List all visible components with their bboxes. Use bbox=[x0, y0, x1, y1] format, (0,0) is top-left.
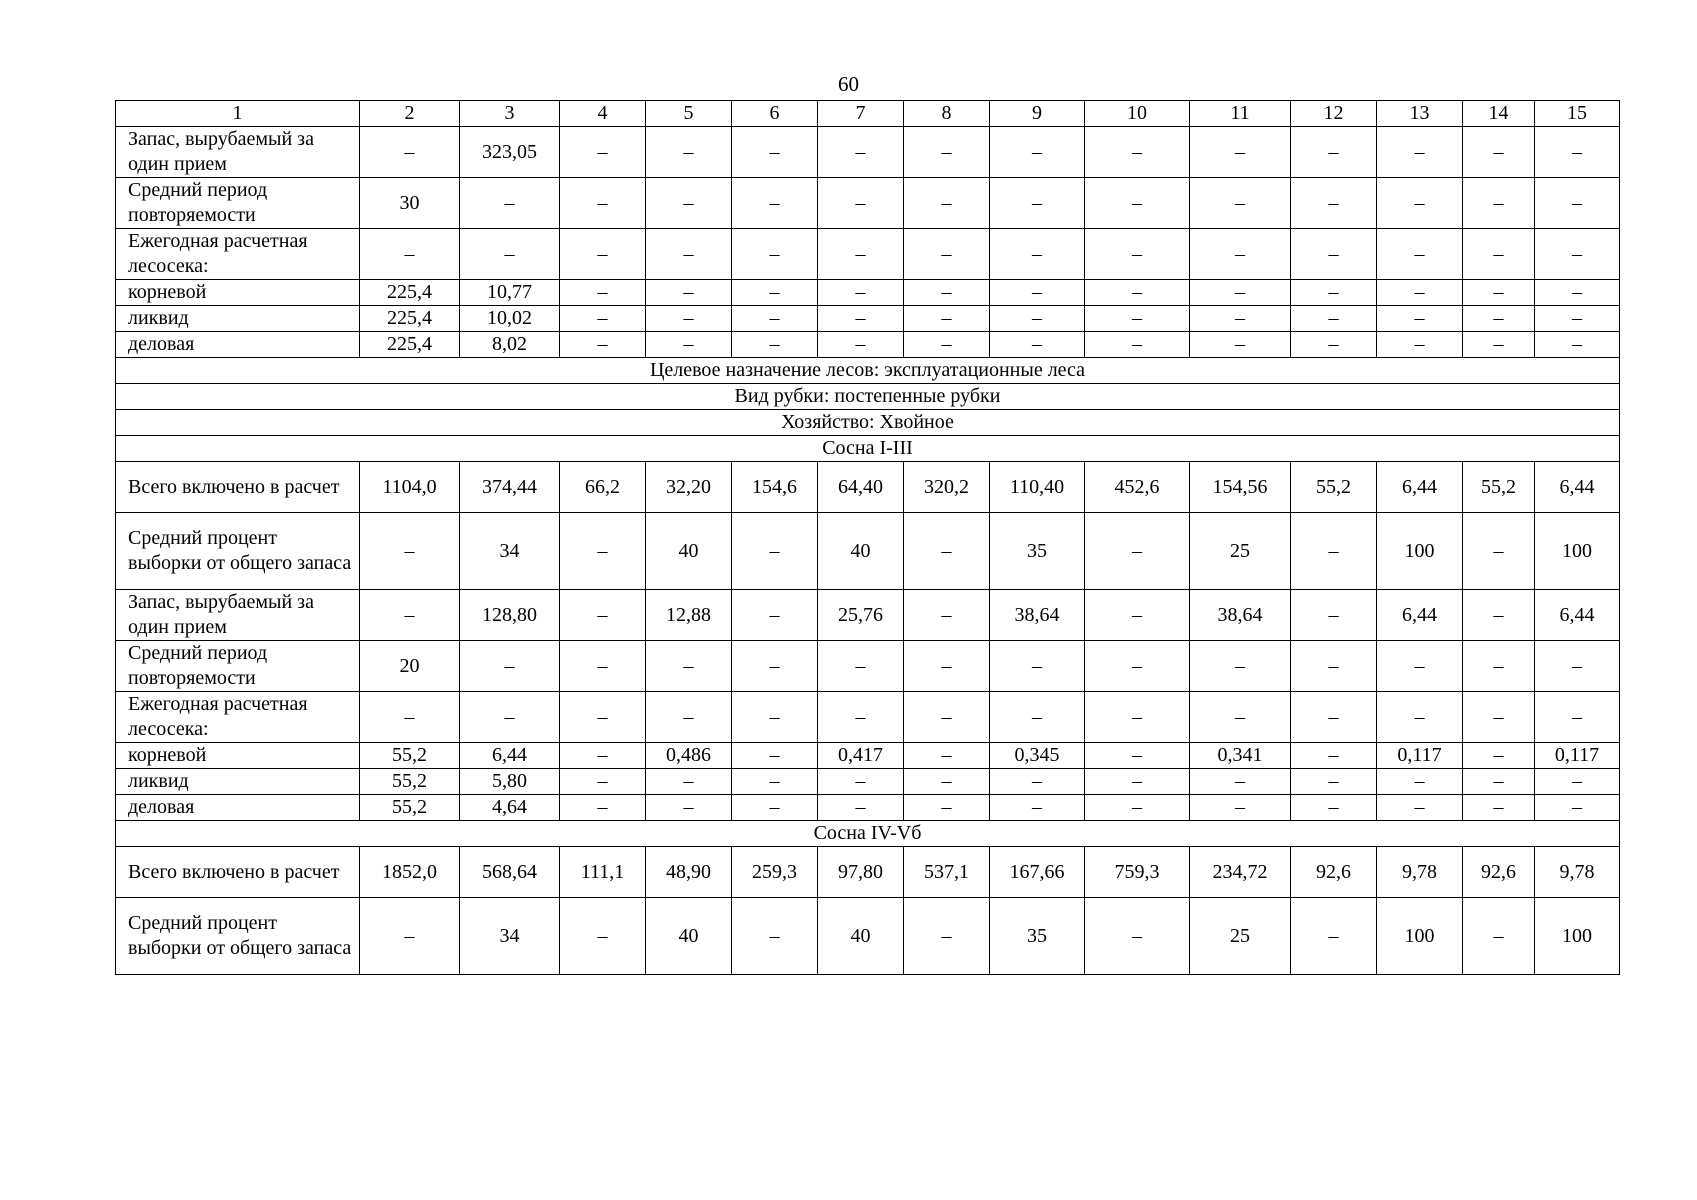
table-cell: – bbox=[1377, 127, 1463, 178]
table-cell: – bbox=[1291, 898, 1377, 975]
table-cell: – bbox=[904, 306, 990, 332]
section-row bbox=[116, 358, 1620, 384]
table-cell: – bbox=[732, 898, 818, 975]
column-number: 6 bbox=[732, 101, 818, 127]
table-cell: – bbox=[646, 795, 732, 821]
table-cell: – bbox=[1377, 178, 1463, 229]
table-cell: – bbox=[732, 332, 818, 358]
table-cell: 8,02 bbox=[460, 332, 560, 358]
column-number: 1 bbox=[116, 101, 360, 127]
table-cell: – bbox=[818, 178, 904, 229]
table-cell: – bbox=[1377, 769, 1463, 795]
table-row bbox=[116, 847, 1620, 898]
table-cell: – bbox=[990, 795, 1085, 821]
table-cell: – bbox=[818, 692, 904, 743]
table-cell: – bbox=[646, 306, 732, 332]
table-cell: 225,4 bbox=[360, 280, 460, 306]
table-cell: – bbox=[990, 769, 1085, 795]
table-cell: – bbox=[1377, 641, 1463, 692]
table-cell: 97,80 bbox=[818, 847, 904, 898]
table-cell: – bbox=[1463, 743, 1535, 769]
table-cell: 167,66 bbox=[990, 847, 1085, 898]
table-cell: – bbox=[560, 743, 646, 769]
row-label: Средний период повторяемости bbox=[116, 178, 360, 229]
column-number: 12 bbox=[1291, 101, 1377, 127]
column-number: 9 bbox=[990, 101, 1085, 127]
table-cell: – bbox=[732, 513, 818, 590]
table-cell: – bbox=[1377, 795, 1463, 821]
table-cell: 537,1 bbox=[904, 847, 990, 898]
table-cell: 32,20 bbox=[646, 462, 732, 513]
table-cell: – bbox=[990, 641, 1085, 692]
table-cell: 25,76 bbox=[818, 590, 904, 641]
table-cell: – bbox=[732, 306, 818, 332]
table-cell: – bbox=[818, 769, 904, 795]
table-cell: – bbox=[732, 590, 818, 641]
table-cell: – bbox=[1535, 769, 1620, 795]
table-cell: – bbox=[1463, 641, 1535, 692]
table-cell: 55,2 bbox=[360, 769, 460, 795]
row-label: Ежегодная расчетная лесосека: bbox=[116, 229, 360, 280]
table-cell: – bbox=[990, 692, 1085, 743]
table-cell: – bbox=[560, 178, 646, 229]
table-cell: 55,2 bbox=[1291, 462, 1377, 513]
table-cell: 1852,0 bbox=[360, 847, 460, 898]
section-row bbox=[116, 821, 1620, 847]
table-cell: – bbox=[1085, 795, 1190, 821]
table-cell: – bbox=[1085, 229, 1190, 280]
section-title: Хозяйство: Хвойное bbox=[116, 410, 1620, 436]
table-cell: – bbox=[560, 795, 646, 821]
table-cell: 0,341 bbox=[1190, 743, 1291, 769]
table-cell: 92,6 bbox=[1463, 847, 1535, 898]
table-cell: 0,417 bbox=[818, 743, 904, 769]
table-row bbox=[116, 229, 1620, 280]
table-cell: – bbox=[1535, 229, 1620, 280]
table-cell: – bbox=[1085, 306, 1190, 332]
row-label: Средний процент выборки от общего запаса bbox=[116, 898, 360, 975]
table-cell: 30 bbox=[360, 178, 460, 229]
table-cell: 0,117 bbox=[1535, 743, 1620, 769]
table-cell: – bbox=[904, 769, 990, 795]
table-cell: – bbox=[1463, 769, 1535, 795]
table-row bbox=[116, 692, 1620, 743]
row-label: корневой bbox=[116, 280, 360, 306]
table-cell: 0,117 bbox=[1377, 743, 1463, 769]
section-row bbox=[116, 384, 1620, 410]
table-cell: – bbox=[1190, 641, 1291, 692]
table-cell: 10,02 bbox=[460, 306, 560, 332]
table-cell: – bbox=[904, 590, 990, 641]
table-cell: – bbox=[360, 898, 460, 975]
table-cell: – bbox=[818, 127, 904, 178]
section-row bbox=[116, 410, 1620, 436]
table-cell: – bbox=[360, 127, 460, 178]
table-cell: 55,2 bbox=[1463, 462, 1535, 513]
column-number: 13 bbox=[1377, 101, 1463, 127]
table-cell: – bbox=[904, 280, 990, 306]
row-label: Всего включено в расчет bbox=[116, 847, 360, 898]
table-cell: 6,44 bbox=[1535, 462, 1620, 513]
table-cell: – bbox=[1377, 280, 1463, 306]
table-cell: – bbox=[1291, 178, 1377, 229]
column-number: 8 bbox=[904, 101, 990, 127]
table-cell: – bbox=[904, 743, 990, 769]
table-cell: – bbox=[1085, 743, 1190, 769]
table-cell: – bbox=[560, 332, 646, 358]
table-cell: – bbox=[818, 641, 904, 692]
table-cell: – bbox=[1535, 332, 1620, 358]
table-cell: – bbox=[1291, 743, 1377, 769]
table-row bbox=[116, 641, 1620, 692]
table-cell: – bbox=[1535, 641, 1620, 692]
row-label: ликвид bbox=[116, 769, 360, 795]
table-cell: – bbox=[818, 795, 904, 821]
table-cell: – bbox=[1190, 769, 1291, 795]
table-cell: – bbox=[1190, 229, 1291, 280]
table-cell: 40 bbox=[818, 898, 904, 975]
table-cell: – bbox=[1190, 178, 1291, 229]
table-cell: – bbox=[646, 332, 732, 358]
table-cell: – bbox=[646, 229, 732, 280]
row-label: деловая bbox=[116, 332, 360, 358]
table-cell: 234,72 bbox=[1190, 847, 1291, 898]
row-label: ликвид bbox=[116, 306, 360, 332]
table-cell: 0,345 bbox=[990, 743, 1085, 769]
table-cell: 10,77 bbox=[460, 280, 560, 306]
table-cell: 35 bbox=[990, 898, 1085, 975]
row-label: Запас, вырубаемый за один прием bbox=[116, 590, 360, 641]
table-cell: 154,56 bbox=[1190, 462, 1291, 513]
table-cell: – bbox=[646, 280, 732, 306]
table-row bbox=[116, 769, 1620, 795]
table-cell: – bbox=[646, 769, 732, 795]
table-cell: 154,6 bbox=[732, 462, 818, 513]
table-row bbox=[116, 127, 1620, 178]
page-number: 60 bbox=[838, 72, 859, 96]
column-number: 14 bbox=[1463, 101, 1535, 127]
table-cell: 25 bbox=[1190, 513, 1291, 590]
table-row bbox=[116, 513, 1620, 590]
table-cell: – bbox=[560, 513, 646, 590]
column-number: 7 bbox=[818, 101, 904, 127]
table-cell: – bbox=[1535, 280, 1620, 306]
column-number: 2 bbox=[360, 101, 460, 127]
table-cell: 66,2 bbox=[560, 462, 646, 513]
table-cell: – bbox=[646, 127, 732, 178]
table-cell: 38,64 bbox=[990, 590, 1085, 641]
table-cell: – bbox=[1463, 590, 1535, 641]
column-number: 15 bbox=[1535, 101, 1620, 127]
table-cell: 111,1 bbox=[560, 847, 646, 898]
table-cell: – bbox=[1291, 513, 1377, 590]
table-cell: 225,4 bbox=[360, 332, 460, 358]
table-cell: – bbox=[1085, 178, 1190, 229]
table-cell: 320,2 bbox=[904, 462, 990, 513]
table-cell: 40 bbox=[646, 513, 732, 590]
table-cell: – bbox=[1190, 692, 1291, 743]
table-cell: 6,44 bbox=[460, 743, 560, 769]
table-cell: – bbox=[904, 898, 990, 975]
table-cell: – bbox=[1291, 641, 1377, 692]
table-cell: – bbox=[818, 306, 904, 332]
table-cell: – bbox=[1463, 229, 1535, 280]
table-row bbox=[116, 898, 1620, 975]
row-label: Средний процент выборки от общего запаса bbox=[116, 513, 360, 590]
table-cell: – bbox=[732, 229, 818, 280]
table-cell: – bbox=[1377, 229, 1463, 280]
table-cell: – bbox=[1085, 332, 1190, 358]
table-cell: 452,6 bbox=[1085, 462, 1190, 513]
table-cell: – bbox=[360, 692, 460, 743]
table-cell: – bbox=[904, 178, 990, 229]
table-cell: – bbox=[1291, 795, 1377, 821]
row-label: Всего включено в расчет bbox=[116, 462, 360, 513]
table-cell: – bbox=[360, 229, 460, 280]
table-cell: – bbox=[1291, 127, 1377, 178]
table-cell: – bbox=[1085, 641, 1190, 692]
table-cell: 55,2 bbox=[360, 743, 460, 769]
table-cell: – bbox=[732, 743, 818, 769]
table-cell: 64,40 bbox=[818, 462, 904, 513]
table-cell: – bbox=[1377, 306, 1463, 332]
table-cell: – bbox=[990, 306, 1085, 332]
table-cell: – bbox=[1377, 332, 1463, 358]
table-cell: – bbox=[1291, 280, 1377, 306]
table-cell: – bbox=[904, 513, 990, 590]
table-cell: 0,486 bbox=[646, 743, 732, 769]
table-cell: 110,40 bbox=[990, 462, 1085, 513]
table-cell: – bbox=[1291, 332, 1377, 358]
table-cell: – bbox=[646, 692, 732, 743]
table-cell: – bbox=[1085, 513, 1190, 590]
column-number: 10 bbox=[1085, 101, 1190, 127]
row-label: корневой bbox=[116, 743, 360, 769]
section-title: Целевое назначение лесов: эксплуатационные леса bbox=[116, 358, 1620, 384]
table-cell: – bbox=[732, 692, 818, 743]
table-cell: – bbox=[1291, 692, 1377, 743]
table-cell: – bbox=[460, 641, 560, 692]
table-cell: 9,78 bbox=[1377, 847, 1463, 898]
table-cell: – bbox=[1463, 127, 1535, 178]
table-cell: – bbox=[1190, 332, 1291, 358]
table-cell: 259,3 bbox=[732, 847, 818, 898]
table-row bbox=[116, 280, 1620, 306]
table-cell: 100 bbox=[1535, 513, 1620, 590]
table-row bbox=[116, 306, 1620, 332]
table-cell: – bbox=[1463, 795, 1535, 821]
row-label: деловая bbox=[116, 795, 360, 821]
table-cell: – bbox=[1190, 127, 1291, 178]
forest-allowance-table bbox=[115, 100, 1620, 975]
table-row bbox=[116, 178, 1620, 229]
table-cell: 92,6 bbox=[1291, 847, 1377, 898]
table-cell: – bbox=[1190, 280, 1291, 306]
table-cell: 100 bbox=[1377, 898, 1463, 975]
table-body bbox=[116, 101, 1620, 975]
table-cell: 1104,0 bbox=[360, 462, 460, 513]
column-number: 3 bbox=[460, 101, 560, 127]
table-cell: – bbox=[1377, 692, 1463, 743]
row-label: Ежегодная расчетная лесосека: bbox=[116, 692, 360, 743]
table-cell: 100 bbox=[1377, 513, 1463, 590]
table-cell: – bbox=[1291, 229, 1377, 280]
table-cell: – bbox=[1190, 306, 1291, 332]
table-cell: 128,80 bbox=[460, 590, 560, 641]
table-cell: – bbox=[904, 229, 990, 280]
table-cell: – bbox=[1463, 280, 1535, 306]
table-row bbox=[116, 590, 1620, 641]
table-cell: – bbox=[990, 280, 1085, 306]
column-number: 4 bbox=[560, 101, 646, 127]
table-cell: – bbox=[560, 641, 646, 692]
table-cell: 6,44 bbox=[1377, 462, 1463, 513]
table-cell: 323,05 bbox=[460, 127, 560, 178]
table-cell: – bbox=[1463, 513, 1535, 590]
table-cell: 40 bbox=[646, 898, 732, 975]
table-cell: – bbox=[904, 127, 990, 178]
table-cell: 25 bbox=[1190, 898, 1291, 975]
table-cell: – bbox=[732, 769, 818, 795]
table-cell: – bbox=[560, 127, 646, 178]
table-cell: – bbox=[732, 795, 818, 821]
table-cell: – bbox=[1291, 306, 1377, 332]
table-cell: – bbox=[460, 692, 560, 743]
table-cell: – bbox=[560, 280, 646, 306]
section-title: Вид рубки: постепенные рубки bbox=[116, 384, 1620, 410]
table-cell: – bbox=[1535, 306, 1620, 332]
table-row bbox=[116, 332, 1620, 358]
table-cell: 35 bbox=[990, 513, 1085, 590]
table-cell: 34 bbox=[460, 513, 560, 590]
table-row bbox=[116, 795, 1620, 821]
table-cell: – bbox=[1535, 795, 1620, 821]
table-row bbox=[116, 743, 1620, 769]
table-cell: 38,64 bbox=[1190, 590, 1291, 641]
row-label: Средний период повторяемости bbox=[116, 641, 360, 692]
table-cell: 9,78 bbox=[1535, 847, 1620, 898]
table-cell: – bbox=[460, 178, 560, 229]
column-number: 5 bbox=[646, 101, 732, 127]
table-cell: 20 bbox=[360, 641, 460, 692]
table-cell: – bbox=[560, 769, 646, 795]
table-cell: – bbox=[1291, 590, 1377, 641]
table-cell: – bbox=[732, 641, 818, 692]
table-cell: 40 bbox=[818, 513, 904, 590]
table-cell: – bbox=[360, 590, 460, 641]
table-cell: – bbox=[560, 306, 646, 332]
table-cell: – bbox=[732, 280, 818, 306]
table-cell: – bbox=[560, 898, 646, 975]
section-title: Сосна IV-Vб bbox=[116, 821, 1620, 847]
table-cell: – bbox=[1535, 178, 1620, 229]
table-cell: – bbox=[1190, 795, 1291, 821]
table-cell: 5,80 bbox=[460, 769, 560, 795]
section-title: Сосна I-III bbox=[116, 436, 1620, 462]
table-cell: 55,2 bbox=[360, 795, 460, 821]
table-cell: – bbox=[990, 332, 1085, 358]
column-number: 11 bbox=[1190, 101, 1291, 127]
table-cell: – bbox=[1463, 692, 1535, 743]
table-cell: – bbox=[460, 229, 560, 280]
table-cell: – bbox=[818, 280, 904, 306]
table-cell: – bbox=[1535, 692, 1620, 743]
table-cell: 225,4 bbox=[360, 306, 460, 332]
section-row bbox=[116, 436, 1620, 462]
table-cell: – bbox=[904, 692, 990, 743]
table-cell: 4,64 bbox=[460, 795, 560, 821]
table-cell: – bbox=[1085, 590, 1190, 641]
table-cell: 759,3 bbox=[1085, 847, 1190, 898]
table-cell: – bbox=[904, 332, 990, 358]
table-cell: – bbox=[360, 513, 460, 590]
table-cell: – bbox=[1535, 127, 1620, 178]
table-cell: – bbox=[1085, 692, 1190, 743]
table-cell: – bbox=[904, 795, 990, 821]
table-cell: – bbox=[1291, 769, 1377, 795]
table-cell: – bbox=[646, 178, 732, 229]
table-cell: 568,64 bbox=[460, 847, 560, 898]
table-cell: – bbox=[1463, 332, 1535, 358]
table-cell: 374,44 bbox=[460, 462, 560, 513]
table-cell: – bbox=[990, 127, 1085, 178]
table-cell: – bbox=[1463, 306, 1535, 332]
table-cell: – bbox=[904, 641, 990, 692]
table-cell: – bbox=[732, 127, 818, 178]
table-cell: – bbox=[560, 692, 646, 743]
table-cell: 100 bbox=[1535, 898, 1620, 975]
table-cell: – bbox=[560, 590, 646, 641]
table-cell: 6,44 bbox=[1535, 590, 1620, 641]
table-cell: – bbox=[646, 641, 732, 692]
table-cell: 12,88 bbox=[646, 590, 732, 641]
table-cell: 6,44 bbox=[1377, 590, 1463, 641]
table-cell: – bbox=[818, 332, 904, 358]
table-cell: 48,90 bbox=[646, 847, 732, 898]
row-label: Запас, вырубаемый за один прием bbox=[116, 127, 360, 178]
table-cell: – bbox=[818, 229, 904, 280]
table-cell: – bbox=[732, 178, 818, 229]
header-row bbox=[116, 101, 1620, 127]
table-cell: – bbox=[1463, 898, 1535, 975]
table-cell: – bbox=[1085, 769, 1190, 795]
table-cell: – bbox=[1463, 178, 1535, 229]
table-row bbox=[116, 462, 1620, 513]
table-cell: – bbox=[1085, 898, 1190, 975]
table-cell: – bbox=[990, 178, 1085, 229]
table-cell: – bbox=[1085, 127, 1190, 178]
table-cell: – bbox=[560, 229, 646, 280]
table-cell: 34 bbox=[460, 898, 560, 975]
table-cell: – bbox=[990, 229, 1085, 280]
table-cell: – bbox=[1085, 280, 1190, 306]
